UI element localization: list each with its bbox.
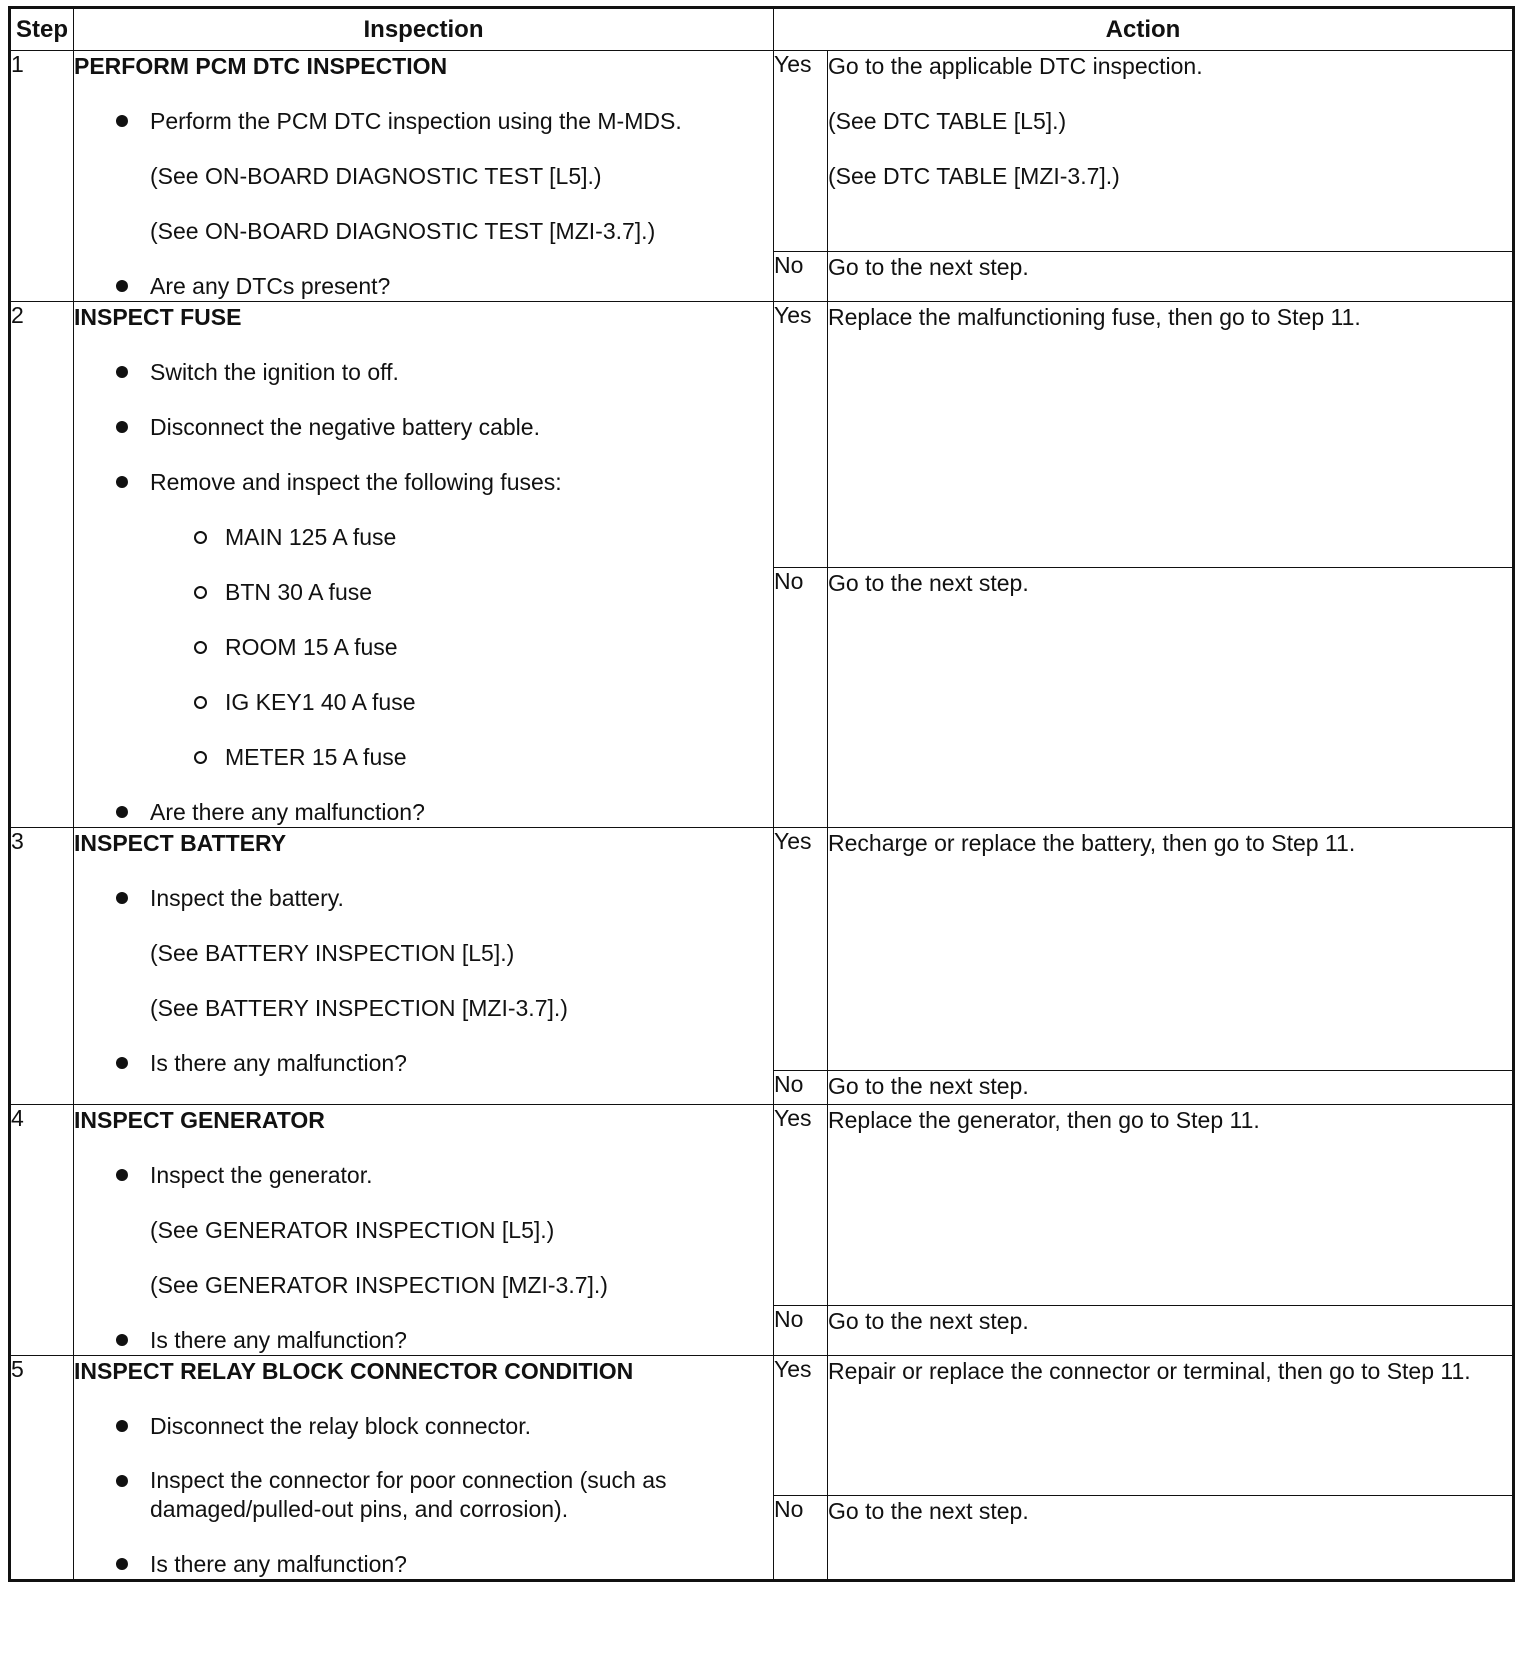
bullet-item: Inspect the battery. <box>74 883 773 913</box>
step-title: INSPECT RELAY BLOCK CONNECTOR CONDITION <box>74 1358 634 1384</box>
reference-link[interactable]: (See ON-BOARD DIAGNOSTIC TEST [L5].) <box>150 163 602 189</box>
bullet-item: Remove and inspect the following fuses: <box>74 467 773 497</box>
yes-label: Yes <box>774 828 828 1071</box>
yes-action: Repair or replace the connector or terminal, then go to Step 11. <box>828 1356 1514 1496</box>
step-number: 4 <box>10 1105 74 1356</box>
step-5-inspection <box>74 1356 774 1581</box>
step-1-inspection <box>74 51 774 302</box>
header-row <box>10 8 1514 51</box>
header-step: Step <box>10 8 74 51</box>
step-4-inspection <box>74 1105 774 1356</box>
yes-action: Recharge or replace the battery, then go to Step 11. <box>828 828 1514 1071</box>
step-3-yes-row <box>10 828 1514 1071</box>
reference-link[interactable]: (See DTC TABLE [L5].) <box>828 108 1067 134</box>
step-number: 3 <box>10 828 74 1105</box>
step-number: 2 <box>10 302 74 828</box>
no-action: Go to the next step. <box>828 1071 1514 1105</box>
step-number: 5 <box>10 1356 74 1581</box>
step-2-yes-row <box>10 302 1514 568</box>
step-4-yes-row <box>10 1105 1514 1306</box>
bullet-item: Switch the ignition to off. <box>74 357 773 387</box>
no-action: Go to the next step. <box>828 1496 1514 1581</box>
sub-bullet-item: ROOM 15 A fuse <box>74 632 773 662</box>
step-3-inspection <box>74 828 774 1105</box>
step-title: PERFORM PCM DTC INSPECTION <box>74 53 448 79</box>
bullet-item: Disconnect the relay block connector. <box>74 1411 773 1441</box>
step-5-yes-row <box>10 1356 1514 1496</box>
bullet-item: Disconnect the negative battery cable. <box>74 412 773 442</box>
bullet-item: Is there any malfunction? <box>74 1549 773 1579</box>
step-title: INSPECT FUSE <box>74 304 242 330</box>
step-title: INSPECT BATTERY <box>74 830 287 856</box>
sub-bullet-item: IG KEY1 40 A fuse <box>74 687 773 717</box>
yes-action: Replace the generator, then go to Step 11. <box>828 1105 1514 1306</box>
step-title: INSPECT GENERATOR <box>74 1107 325 1133</box>
yes-action: Replace the malfunctioning fuse, then go to Step 11. <box>828 302 1514 568</box>
action-text: Go to the applicable DTC inspection. <box>828 53 1203 79</box>
bullet-item: Perform the PCM DTC inspection using the M-MDS. <box>74 106 773 136</box>
header-action: Action <box>774 8 1514 51</box>
diagnostic-table <box>8 6 1515 1582</box>
no-action: Go to the next step. <box>828 252 1514 302</box>
yes-label: Yes <box>774 51 828 252</box>
reference-link[interactable]: (See BATTERY INSPECTION [L5].) <box>150 940 515 966</box>
yes-action <box>828 51 1514 252</box>
bullet-item: Are there any malfunction? <box>74 797 773 827</box>
yes-label: Yes <box>774 1105 828 1306</box>
reference-link[interactable]: (See GENERATOR INSPECTION [MZI-3.7].) <box>150 1272 608 1298</box>
step-1-yes-row <box>10 51 1514 252</box>
bullet-item: Is there any malfunction? <box>74 1048 773 1078</box>
reference-link[interactable]: (See DTC TABLE [MZI-3.7].) <box>828 163 1120 189</box>
bullet-item: Is there any malfunction? <box>74 1325 773 1355</box>
sub-bullet-item: BTN 30 A fuse <box>74 577 773 607</box>
bullet-item: Inspect the generator. <box>74 1160 773 1190</box>
bullet-item: Are any DTCs present? <box>74 271 773 301</box>
step-number: 1 <box>10 51 74 302</box>
bullet-item: Inspect the connector for poor connection (such as damaged/pulled-out pins, and corrosion). <box>74 1466 773 1524</box>
header-inspection: Inspection <box>74 8 774 51</box>
no-action: Go to the next step. <box>828 1306 1514 1356</box>
reference-link[interactable]: (See GENERATOR INSPECTION [L5].) <box>150 1217 555 1243</box>
step-2-inspection <box>74 302 774 828</box>
no-action: Go to the next step. <box>828 568 1514 828</box>
yes-label: Yes <box>774 302 828 568</box>
no-label: No <box>774 252 828 302</box>
no-label: No <box>774 1306 828 1356</box>
reference-link[interactable]: (See BATTERY INSPECTION [MZI-3.7].) <box>150 995 568 1021</box>
yes-label: Yes <box>774 1356 828 1496</box>
no-label: No <box>774 1071 828 1105</box>
sub-bullet-item: METER 15 A fuse <box>74 742 773 772</box>
no-label: No <box>774 568 828 828</box>
sub-bullet-item: MAIN 125 A fuse <box>74 522 773 552</box>
no-label: No <box>774 1496 828 1581</box>
reference-link[interactable]: (See ON-BOARD DIAGNOSTIC TEST [MZI-3.7].) <box>150 218 656 244</box>
